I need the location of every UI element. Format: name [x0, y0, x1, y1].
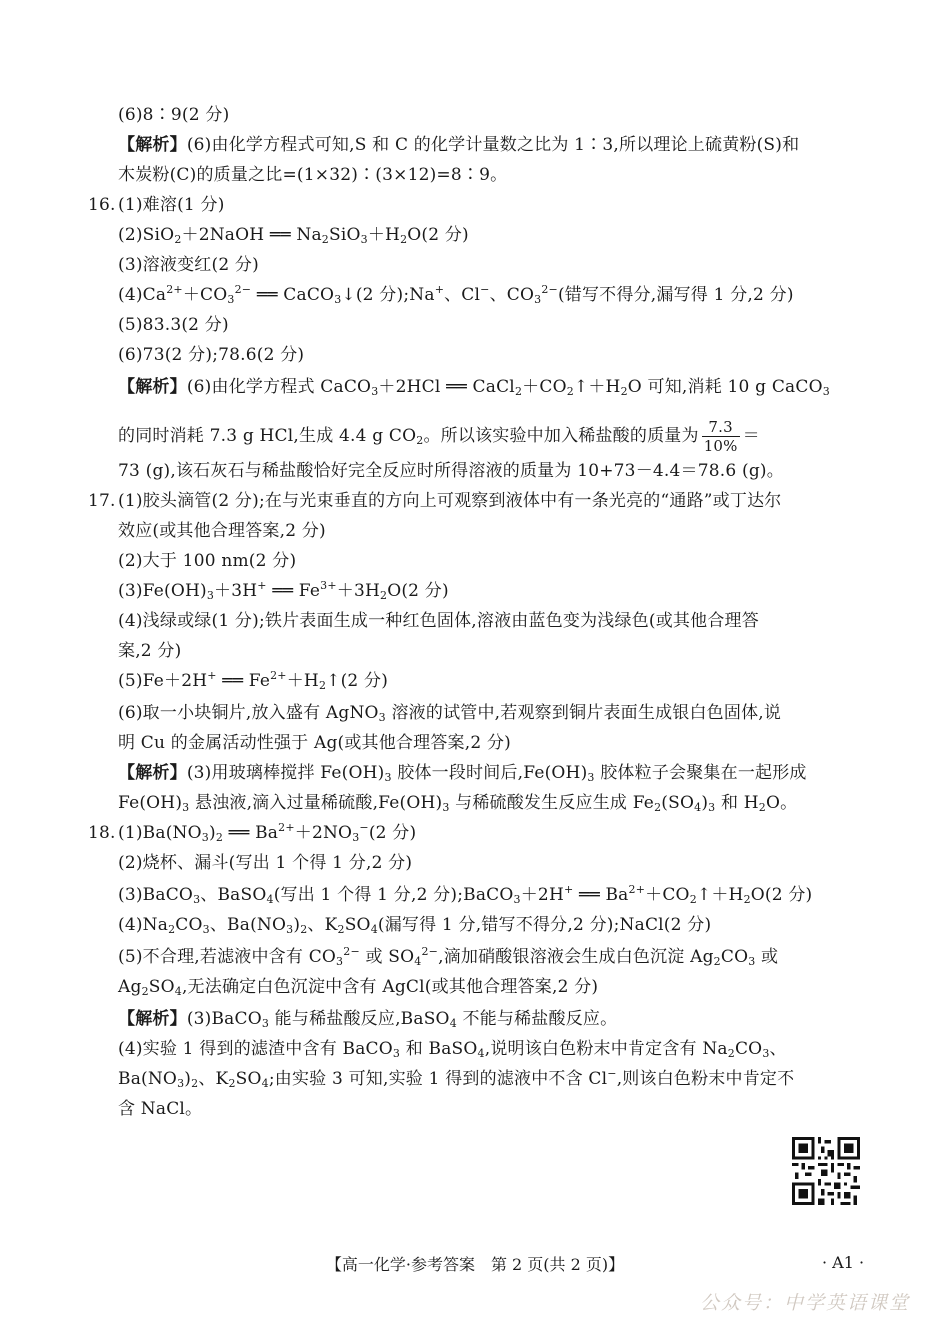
page-footer: 【高一化学·参考答案 第 2 页(共 2 页)】 — [325, 1255, 625, 1274]
analysis-18-line4: 含 NaCl。 — [118, 1099, 203, 1119]
analysis-18-line2: (4)实验 1 得到的滤渣中含有 BaCO$_3$ 和 BaSO$_4$,说明该白色粉末中肯定含有 $Na_2CO_3$、 — [118, 1039, 787, 1060]
qr-code-icon — [792, 1137, 860, 1205]
answer-17-3: $(3)Fe(OH)_3+3H^+$ ══ $Fe^{3+}+3H_2O(2$ 分) — [118, 579, 449, 602]
answer-16-6: (6)73(2 分);78.6(2 分) — [118, 345, 305, 365]
answer-16-1: (1)难溶(1 分) — [118, 195, 225, 215]
answer-18-2: (2)烧杯、漏斗(写出 1 个得 1 分,2 分) — [118, 853, 413, 873]
question-number-16: 16. — [88, 195, 116, 215]
analysis-16-line1: 【解析】(6)由化学方程式 CaCO$_3$＋2HCl ══ $CaCl_2+CO_2↑+H_2O$ 可知,消耗 10 g CaCO$_3$ — [118, 377, 830, 398]
answer-17-1: (1)胶头滴管(2 分);在与光束垂直的方向上可观察到液体中有一条光亮的“通路”或丁达尔 — [118, 491, 782, 511]
answer-16-5: (5)83.3(2 分) — [118, 315, 229, 335]
answer-17-1-cont: 效应(或其他合理答案,2 分) — [118, 521, 326, 541]
analysis-18-line3: $Ba(NO_3)_2$、$K_2SO_4$;由实验 3 可知,实验 1 得到的滤液中不含 Cl−,则该白色粉末中肯定不 — [118, 1067, 795, 1090]
answer-17-4: (4)浅绿或绿(1 分);铁片表面生成一种红色固体,溶液由蓝色变为浅绿色(或其他合理答 — [118, 611, 759, 631]
answer-18-3: (3)BaCO$_3$、BaSO$_4$(写出 1 个得 1 分,2 分);BaCO$_3$＋2H+ ══ $Ba^{2+}+CO_2↑+H_2O(2$ 分) — [118, 883, 813, 906]
answer-17-5: (5)Fe＋2H+ ══ $Fe^{2+}+H_2↑(2$ 分) — [118, 669, 389, 692]
answer-17-6-cont: 明 Cu 的金属活动性强于 Ag(或其他合理答案,2 分) — [118, 733, 512, 753]
analysis-16-line3: 73 (g),该石灰石与稀盐酸恰好完全反应时所得溶液的质量为 10+73－4.4＝78.6 (g)。 — [118, 461, 784, 481]
analysis-18-line1: 【解析】(3)BaCO$_3$ 能与稀盐酸反应,BaSO$_4$ 不能与稀盐酸反应。 — [118, 1009, 618, 1030]
answer-16-2: (2)SiO$_2$＋2NaOH ══ $Na_2SiO_3+H_2O(2$ 分) — [118, 225, 469, 246]
analysis-17-line1: 【解析】(3)用玻璃棒搅拌 $Fe(OH)_3$ 胶体一段时间后$,Fe(OH)_3$ 胶体粒子会聚集在一起形成 — [118, 763, 807, 784]
watermark: 公众号：中学英语课堂 — [700, 1292, 911, 1314]
answer-16-3: (3)溶液变红(2 分) — [118, 255, 259, 275]
answer-16-4: $(4)Ca^{2+}+CO_3^{2-}$ ══ CaCO$_3$↓(2 分);Na+、Cl−、$CO_3^{2-}$(错写不得分,漏写得 1 分,2 分) — [118, 283, 794, 306]
answer-17-4-cont: 案,2 分) — [118, 641, 182, 661]
fraction: $\frac{7.3}{10\%}$ — [703, 418, 738, 455]
analysis-17-line2: $Fe(OH)_3$ 悬浊液,滴入过量稀硫酸$,Fe(OH)_3$ 与稀硫酸发生反应生成 $Fe_2(SO_4)_3$ 和 $H_2O$。 — [118, 793, 798, 814]
question-number-17: 17. — [88, 491, 116, 511]
page-code: · A1 · — [822, 1253, 865, 1272]
analysis-16-line2: 的同时消耗 7.3 g HCl,生成 4.4 g $CO_2$。所以该实验中加入稀盐酸的质量为 $\frac{7.3}{10\%}$ ＝ — [118, 418, 760, 455]
answer-18-1: $(1)Ba(NO_3)_2$ ══ $Ba^{2+}+2NO_3^-(2$ 分) — [118, 821, 417, 844]
analysis-15-line1: 【解析】(6)由化学方程式可知,S 和 C 的化学计量数之比为 1∶3,所以理论上硫黄粉(S)和 — [118, 135, 800, 155]
answer-17-6: (6)取一小块铜片,放入盛有 AgNO$_3$ 溶液的试管中,若观察到铜片表面生成银白色固体,说 — [118, 703, 782, 724]
answer-18-5: (5)不合理,若滤液中含有 $CO_3^{2-}$ 或 $SO_4^{2-}$,滴加硝酸银溶液会生成白色沉淀 $Ag_2CO_3$ 或 — [118, 945, 779, 968]
question-number-18: 18. — [88, 823, 116, 843]
answer-17-2: (2)大于 100 nm(2 分) — [118, 551, 297, 571]
analysis-tag: 【解析】 — [118, 135, 187, 155]
answer-18-5-cont: $Ag_2SO_4$,无法确定白色沉淀中含有 AgCl(或其他合理答案,2 分) — [118, 977, 599, 998]
analysis-15-line2: 木炭粉(C)的质量之比=(1×32)∶(3×12)=8∶9。 — [118, 165, 508, 185]
answer-18-4: $(4)Na_2CO_3$、$Ba(NO_3)_2$、$K_2SO_4$(漏写得 1 分,错写不得分,2 分);NaCl(2 分) — [118, 915, 712, 936]
answer-15-6: (6)8∶9(2 分) — [118, 105, 230, 125]
